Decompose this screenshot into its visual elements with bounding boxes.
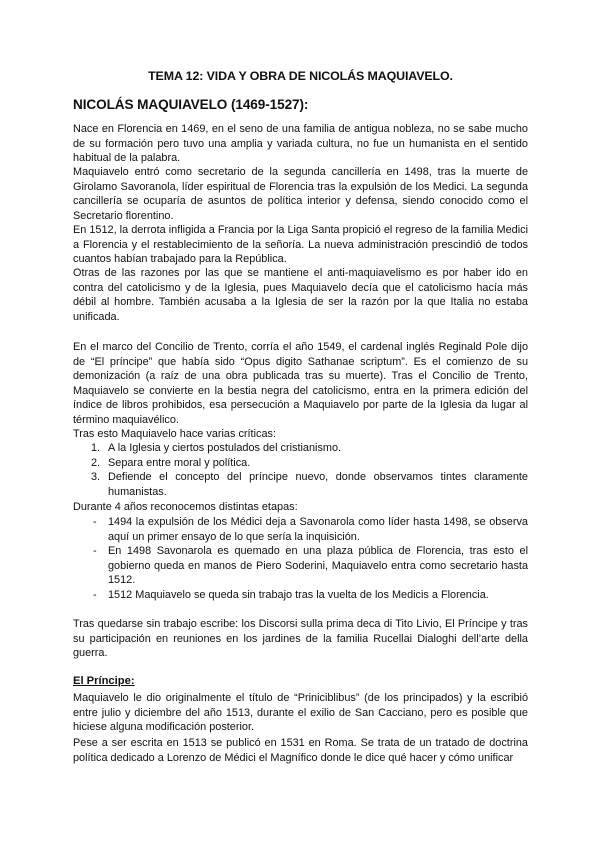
- paragraph-titulo: Maquiavelo le dio originalmente el título de “Priniciblibus” (de los principados) y la escribió entre julio y diciembre del año 1513, durante el exilio de San Cacciano, pero es posible que hiciese alguna modificación posterior.: [73, 692, 528, 733]
- list-marker: -: [93, 588, 97, 601]
- list-item: [73, 441, 528, 456]
- list-marker: -: [93, 516, 97, 528]
- paragraph-trent: En el marco del Concilio de Trento, corría el año 1549, el cardenal inglés Reginald Pole dijo de “El príncipe” que había sido “Opus digito Sathanae scriptum”. Es el comienzo de su demonización (a raíz de una obra publicada tras su muerte). Tras el Concilio de Trento, Maquiavelo se convierte en la bestia negra del catolicismo, entra en la primera edición del índice de libros prohibidos, esa persecución a Maquiavelo por parte de la Iglesia da lugar al término maquiavélico.: [73, 341, 528, 426]
- document-title: TEMA 12: VIDA Y OBRA DE NICOLÁS MAQUIAVELO.: [148, 69, 453, 83]
- list-item-text: A la Iglesia y ciertos postulados del cristianismo.: [108, 442, 342, 454]
- list-item: [73, 544, 528, 588]
- list-item-text: Separa entre moral y política.: [108, 456, 251, 469]
- list-item: [73, 515, 528, 544]
- paragraph-chancellery: Maquiavelo entró como secretario de la segunda cancillería en 1498, tras la muerte de Girolamo Savoranola, líder espiritual de Florencia tras la expulsión de los Medici. La segunda cancillería se ocuparía de asuntos de política interior y defensa, siendo conocido como el Secretario florentino.: [73, 166, 528, 222]
- section-heading: NICOLÁS MAQUIAVELO (1469-1527):: [73, 97, 309, 112]
- list-item-text: 1512 Maquiavelo se queda sin trabajo tras la vuelta de los Medicis a Florencia.: [108, 588, 489, 601]
- etapas-list: [73, 515, 528, 602]
- list-item-text: 1494 la expulsión de los Médici deja a Savonarola como líder hasta 1498, se observa aquí un primer ensayo de lo que sería la inquisición.: [108, 516, 528, 543]
- list-item: [73, 470, 528, 499]
- paragraph-criticas-intro: Tras esto Maquiavelo hace varias críticas:: [73, 428, 276, 440]
- paragraph-1512: En 1512, la derrota infligida a Francia por la Liga Santa propició el regreso de la familia Medici a Florencia y el restablecimiento de la señoría. La nueva administración prescindió de todos cuantos habían trabajado para la República.: [73, 224, 528, 265]
- list-marker: -: [93, 545, 97, 557]
- paragraph-anti-machiavellianism: Otras de las razones por las que se mantiene el anti-maquiavelismo es por haber ido en contra del catolicismo y de la Iglesia, pues Maquiavelo decía que el catolicismo hacía más débil al hombre. También acusaba a la Iglesia de ser la razón por la que Italia no estaba unificada.: [73, 267, 528, 323]
- paragraph-birth: Nace en Florencia en 1469, en el seno de una familia de antigua nobleza, no se sabe mucho de su formación pero tuvo una amplia y variada cultura, no fue un humanista en el sentido habitual de la palabra.: [73, 123, 528, 164]
- paragraph-etapas-intro: Durante 4 años reconocemos distintas etapas:: [73, 501, 298, 513]
- list-marker: 2.: [91, 456, 101, 469]
- paragraph-obras: Tras quedarse sin trabajo escribe: los Discorsi sulla prima deca di Tito Livio, El Príncipe y tras su participación en reuniones en los jardines de la familia Rucellai Dialoghi dell’arte della guerra.: [73, 618, 528, 659]
- list-marker: 3.: [91, 471, 101, 483]
- list-marker: 1.: [91, 442, 101, 454]
- paragraph-publicacion: Pese a ser escrita en 1513 se publicó en 1531 en Roma. Se trata de un tratado de doctrina política dedicado a Lorenzo de Médici el Magnífico donde le dice qué hacer y cómo unificar: [73, 737, 528, 764]
- list-item: [73, 456, 528, 471]
- list-item-text: En 1498 Savonarola es quemado en una plaza pública de Florencia, tras esto el gobierno queda en manos de Piero Soderini, Maquiavelo entra como secretario hasta 1512.: [108, 545, 528, 586]
- criticas-list: [73, 441, 528, 499]
- list-item: [73, 588, 528, 603]
- subheading-el-principe: El Príncipe:: [73, 675, 135, 687]
- list-item-text: Defiende el concepto del príncipe nuevo, donde observamos tintes claramente humanistas.: [108, 471, 528, 498]
